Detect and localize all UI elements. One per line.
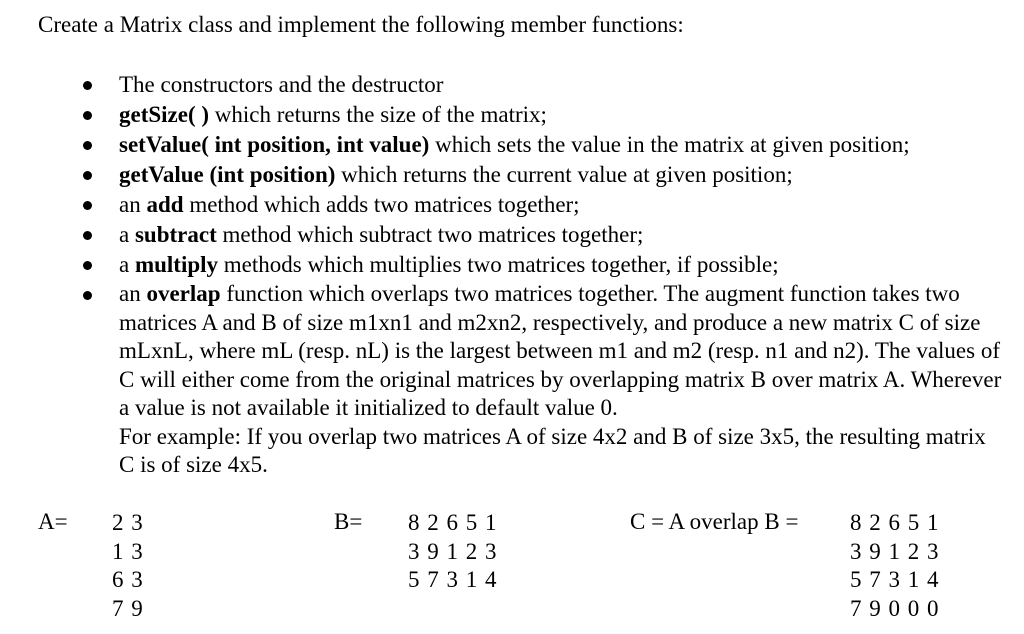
matrix-row: 8 2 6 5 1: [408, 510, 498, 535]
item-text: The constructors and the destructor: [119, 72, 444, 97]
item-text: a: [119, 252, 135, 277]
matrix-row: 7 9 0 0 0: [850, 595, 940, 621]
list-item: [83, 160, 1003, 190]
matrix-row: 5 7 3 1 4: [408, 567, 498, 592]
matrix-row: 1 3: [112, 538, 144, 564]
item-text: which returns the size of the matrix;: [209, 102, 547, 127]
item-keyword: add: [146, 192, 184, 217]
matrix-a: [112, 509, 144, 623]
overlap-example-text: For example: If you overlap two matrices A of size 4x2 and B of size 3x5, the resulting matrix C is of size 4x5.: [119, 423, 986, 477]
item-text: methods which multiplies two matrices together, if possible;: [218, 252, 779, 277]
list-item: [83, 70, 1003, 100]
list-item: [83, 190, 1003, 220]
list-item: [83, 100, 1003, 130]
item-keyword: subtract: [134, 222, 217, 247]
item-text: which returns the current value at given position;: [335, 162, 793, 187]
overlap-description: [119, 280, 1003, 423]
item-text: function which overlaps two matrices together. The augment function takes two matrices A and B of size m1xn1 and m2xn2, respectively, and produce a new matrix C of size mLxnL, where mL (resp. nL) is the largest between m1 and m2 (resp. n1 and n2). The values of C will either come from the original matrices by overlapping matrix B over matrix A. Wherever a value is not available it initialized to default value 0.: [119, 281, 1002, 420]
item-text: an: [119, 281, 147, 306]
bullet-icon: [83, 231, 92, 240]
item-text: method which adds two matrices together;: [183, 192, 580, 217]
item-keyword: getSize( ): [119, 102, 210, 127]
item-keyword: getValue (int position): [119, 162, 336, 187]
item-text: an: [119, 192, 147, 217]
bullet-icon: [83, 111, 92, 120]
matrix-b: [408, 509, 498, 595]
bullet-icon: [83, 141, 92, 150]
matrix-row: 8 2 6 5 1: [850, 510, 940, 535]
matrix-row: 7 9: [112, 595, 144, 621]
matrix-b-label: B=: [334, 509, 363, 534]
matrix-row: 3 9 1 2 3: [850, 538, 940, 564]
item-text: which sets the value in the matrix at given position;: [429, 132, 910, 157]
item-keyword: multiply: [134, 252, 219, 277]
matrix-c: [850, 509, 940, 623]
matrix-row: 2 3: [112, 510, 144, 535]
item-keyword: setValue( int position, int value): [119, 132, 430, 157]
matrix-row: 6 3: [112, 567, 144, 592]
list-item: [83, 130, 1003, 160]
bullet-icon: [83, 171, 92, 180]
item-keyword: overlap: [146, 281, 221, 306]
matrix-row: 3 9 1 2 3: [408, 538, 498, 564]
item-text: a: [119, 222, 135, 247]
bullet-icon: [83, 261, 92, 270]
matrix-c-label: C = A overlap B =: [630, 509, 799, 534]
list-item-overlap: [83, 280, 1003, 480]
assignment-heading: Create a Matrix class and implement the following member functions:: [38, 12, 684, 37]
matrix-a-label: A=: [38, 509, 68, 534]
list-item: [83, 250, 1003, 280]
matrix-row: 5 7 3 1 4: [850, 567, 940, 592]
bullet-icon: [83, 201, 92, 210]
bullet-icon: [83, 81, 92, 90]
list-item: [83, 220, 1003, 250]
item-text: method which subtract two matrices together;: [216, 222, 644, 247]
member-function-list: [83, 70, 1003, 480]
bullet-icon: [83, 291, 92, 300]
